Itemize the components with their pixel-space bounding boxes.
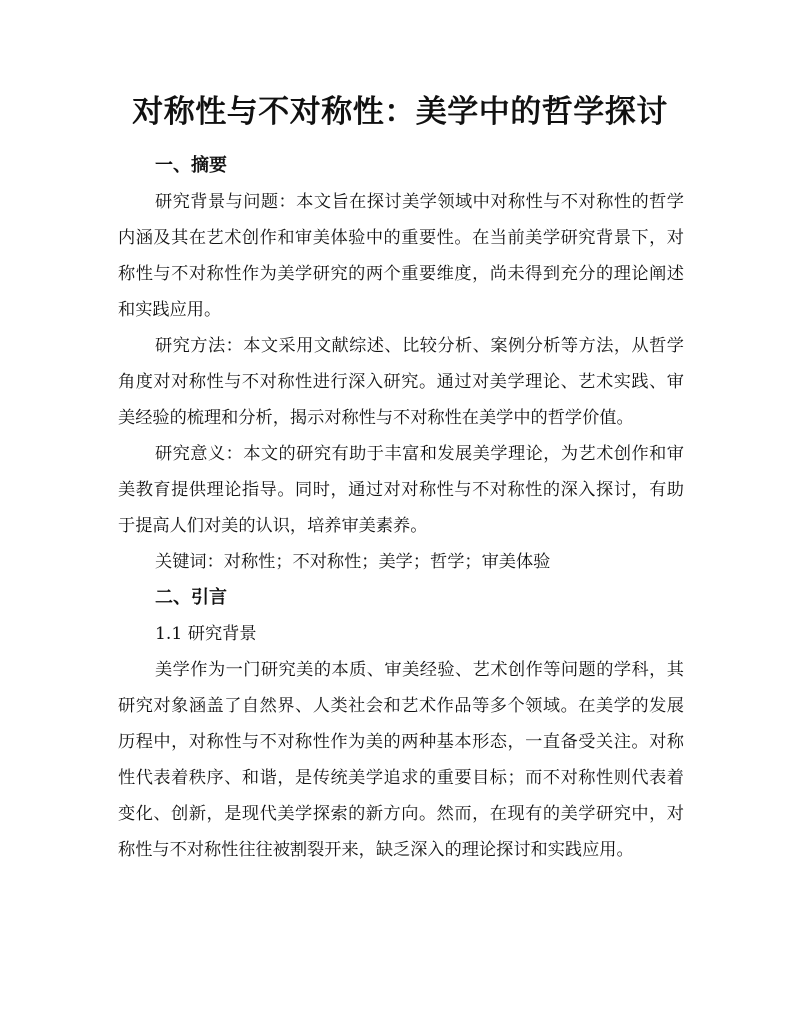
abstract-method-paragraph: 研究方法：本文采用文献综述、比较分析、案例分析等方法，从哲学角度对对称性与不对称性进行深入研究。通过对美学理论、艺术实践、审美经验的梳理和分析，揭示对称性与不对称性在美学中的哲学价值。	[118, 336, 684, 428]
document-body	[118, 148, 684, 868]
section-heading-intro: 二、引言	[155, 587, 227, 608]
subsection-heading-background: 1.1 研究背景	[155, 624, 257, 644]
keywords-line: 关键词：对称性；不对称性；美学；哲学；审美体验	[155, 552, 551, 572]
page-title: 对称性与不对称性：美学中的哲学探讨	[132, 94, 668, 130]
intro-background-paragraph: 美学作为一门研究美的本质、审美经验、艺术创作等问题的学科，其研究对象涵盖了自然界、人类社会和艺术作品等多个领域。在美学的发展历程中，对称性与不对称性作为美的两种基本形态，一直备受关注。对称性代表着秩序、和谐，是传统美学追求的重要目标；而不对称性则代表着变化、创新，是现代美学探索的新方向。然而，在现有的美学研究中，对称性与不对称性往往被割裂开来，缺乏深入的理论探讨和实践应用。	[118, 660, 684, 860]
abstract-significance-paragraph: 研究意义：本文的研究有助于丰富和发展美学理论，为艺术创作和审美教育提供理论指导。同时，通过对对称性与不对称性的深入探讨，有助于提高人们对美的认识，培养审美素养。	[118, 444, 684, 536]
section-heading-abstract: 一、摘要	[155, 155, 227, 176]
abstract-background-paragraph: 研究背景与问题：本文旨在探讨美学领域中对称性与不对称性的哲学内涵及其在艺术创作和审美体验中的重要性。在当前美学研究背景下，对称性与不对称性作为美学研究的两个重要维度，尚未得到充分的理论阐述和实践应用。	[118, 192, 684, 320]
